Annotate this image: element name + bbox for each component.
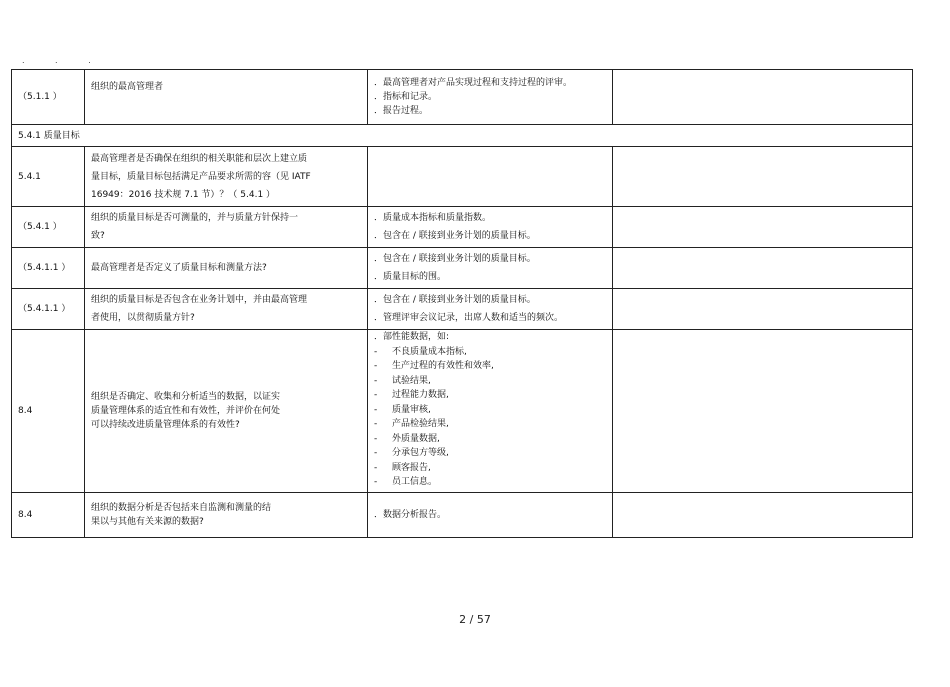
table-row <box>12 248 913 289</box>
question-cell <box>85 147 368 207</box>
bullet-mark: - <box>374 477 378 487</box>
evidence-line: 过程能力数据, <box>392 390 449 400</box>
bullet-mark: - <box>374 433 378 444</box>
question-cell <box>85 330 368 493</box>
evidence-line: ．报告过程。 <box>374 106 429 116</box>
question-line: 组织的数据分析是否包括来自监测和测量的结 <box>91 503 272 513</box>
question-line: 组织的最高管理者 <box>91 82 164 92</box>
evidence-line: 产品检验结果, <box>392 419 449 429</box>
bullet-mark: - <box>374 419 378 429</box>
question-line: 组织的质量目标是否可测量的，并与质量方针保持一 <box>91 213 299 223</box>
question-cell <box>85 207 368 248</box>
header-marks: . . . <box>22 56 91 65</box>
evidence-line: ．包含在 / 联接到业务计划的质量目标。 <box>374 254 536 264</box>
page-number: 2 / 57 <box>459 613 491 626</box>
evidence-line: 外质量数据, <box>392 433 440 444</box>
evidence-line: ．质量成本指标和质量指数。 <box>374 213 492 223</box>
evidence-line: 质量审核, <box>392 404 431 415</box>
notes-cell <box>613 330 913 493</box>
bullet-mark: - <box>374 462 378 473</box>
question-cell <box>85 70 368 125</box>
evidence-line: 顾客报告, <box>392 462 431 473</box>
clause-id: 5.4.1 <box>12 147 85 207</box>
question-line: 致? <box>91 231 105 241</box>
notes-cell <box>613 207 913 248</box>
question-line: 者使用，以贯彻质量方针? <box>91 313 195 323</box>
evidence-line: ．包含在 / 联接到业务计划的质量目标。 <box>374 295 536 305</box>
evidence-line: 分承包方等级, <box>392 448 449 458</box>
question-line: 组织的质量目标是否包含在业务计划中，并由最高管理 <box>91 295 308 305</box>
notes-cell <box>613 70 913 125</box>
notes-cell <box>613 248 913 289</box>
notes-cell <box>613 289 913 330</box>
question-line: 组织是否确定、收集和分析适当的数据，以证实 <box>91 392 281 402</box>
bullet-mark: - <box>374 361 378 371</box>
clause-id: （5.4.1.1 ） <box>12 248 85 289</box>
evidence-cell <box>368 493 613 538</box>
evidence-line: ．质量目标的围。 <box>374 272 447 282</box>
audit-table <box>11 69 913 538</box>
question-cell <box>85 248 368 289</box>
question-line: 量目标，质量目标包括满足产品要求所需的容（见 IATF <box>91 171 311 182</box>
evidence-line: ．最高管理者对产品实现过程和支持过程的评审。 <box>374 78 573 88</box>
clause-id: （5.4.1 ） <box>12 207 85 248</box>
clause-id: （5.4.1.1 ） <box>12 289 85 330</box>
evidence-line: 生产过程的有效性和效率, <box>392 361 494 371</box>
evidence-line: 不良质量成本指标, <box>392 346 467 357</box>
evidence-line: 员工信息。 <box>392 477 438 487</box>
question-cell <box>85 289 368 330</box>
bullet-mark: - <box>374 404 378 415</box>
notes-cell <box>613 147 913 207</box>
question-line: 16949：2016 技术规 7.1 节）？（ 5.4.1 ） <box>91 189 276 200</box>
evidence-cell <box>368 70 613 125</box>
question-line: 可以持续改进质量管理体系的有效性? <box>91 420 240 430</box>
table-row <box>12 147 913 207</box>
table-row <box>12 289 913 330</box>
evidence-line: ．数据分析报告。 <box>374 510 447 520</box>
bullet-mark: - <box>374 448 378 458</box>
question-line: 最高管理者是否确保在组织的相关职能和层次上建立质 <box>91 153 308 164</box>
clause-id: 8.4 <box>12 493 85 538</box>
evidence-cell <box>368 248 613 289</box>
evidence-line: ．包含在 / 联接到业务计划的质量目标。 <box>374 231 536 241</box>
notes-cell <box>613 493 913 538</box>
evidence-line: ．管理评审会议记录，出席人数和适当的频次。 <box>374 313 564 323</box>
table-row <box>12 330 913 493</box>
evidence-cell <box>368 289 613 330</box>
table-row <box>12 70 913 125</box>
clause-id: 8.4 <box>12 330 85 493</box>
bullet-mark: - <box>374 375 378 386</box>
evidence-cell <box>368 330 613 493</box>
section-row <box>12 125 913 147</box>
bullet-mark: - <box>374 390 378 400</box>
bullet-mark: - <box>374 346 378 357</box>
question-line: 质量管理体系的适宜性和有效性，并评价在何处 <box>91 406 281 416</box>
question-line: 最高管理者是否定义了质量目标和测量方法? <box>91 263 267 273</box>
evidence-line: 试验结果, <box>392 375 431 386</box>
evidence-line: ．指标和记录。 <box>374 92 438 102</box>
section-title: 5.4.1 质量目标 <box>12 125 913 147</box>
clause-id: （5.1.1 ） <box>12 70 85 125</box>
question-cell <box>85 493 368 538</box>
evidence-heading: ．部性能数据，如: <box>374 332 450 342</box>
table-row <box>12 493 913 538</box>
evidence-cell <box>368 207 613 248</box>
evidence-cell <box>368 147 613 207</box>
table-row <box>12 207 913 248</box>
question-line: 果以与其他有关来源的数据? <box>91 517 204 527</box>
